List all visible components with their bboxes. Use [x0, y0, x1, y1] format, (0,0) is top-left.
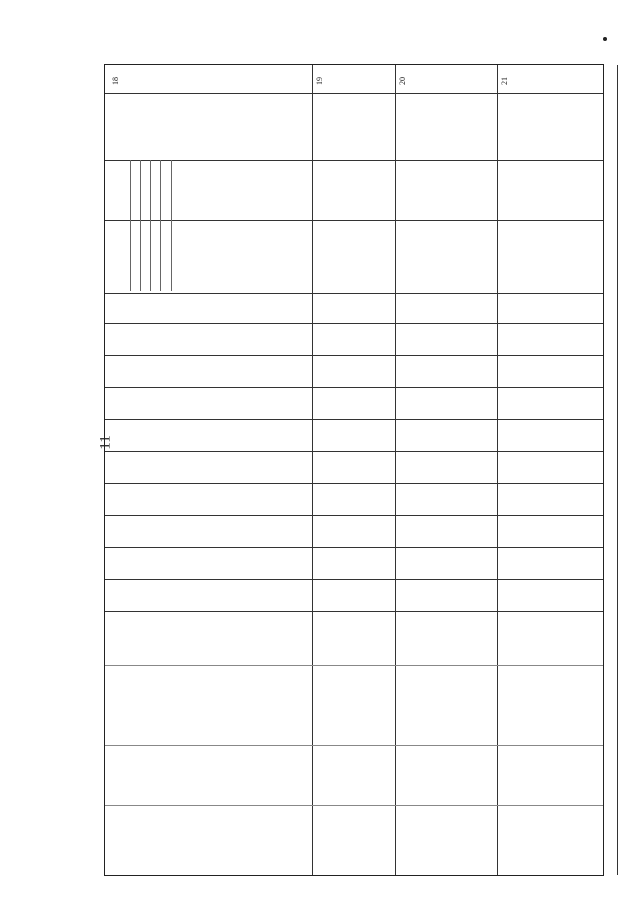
- sub-line: [160, 160, 161, 291]
- sub-line: [171, 160, 172, 291]
- row-number: 18: [111, 77, 120, 85]
- row-number: 19: [315, 77, 324, 85]
- row-divider: [105, 355, 603, 356]
- grid-line: [105, 805, 603, 806]
- grid-line: [105, 665, 603, 666]
- row-divider: [105, 220, 603, 221]
- row-divider: [105, 387, 603, 388]
- row-divider: [105, 293, 603, 294]
- budget-table: [104, 64, 604, 876]
- row-divider: [105, 160, 603, 161]
- row-divider: [105, 547, 603, 548]
- row-divider: [105, 515, 603, 516]
- row-number: 20: [398, 77, 407, 85]
- row-separator: [617, 65, 618, 875]
- row-divider: [105, 419, 603, 420]
- scan-mark: [603, 37, 607, 41]
- sub-line: [150, 160, 151, 291]
- row-separator: [497, 65, 498, 875]
- row-separator: [312, 65, 313, 875]
- row-separator: [395, 65, 396, 875]
- page-number: 11: [97, 435, 114, 450]
- grid-line: [105, 745, 603, 746]
- row-divider: [105, 611, 603, 612]
- row-divider: [105, 93, 603, 94]
- row-divider: [105, 323, 603, 324]
- row-number: 21: [500, 77, 509, 85]
- row-divider: [105, 451, 603, 452]
- sub-line: [140, 160, 141, 291]
- row-divider: [105, 483, 603, 484]
- row-divider: [105, 579, 603, 580]
- sub-line: [130, 160, 131, 291]
